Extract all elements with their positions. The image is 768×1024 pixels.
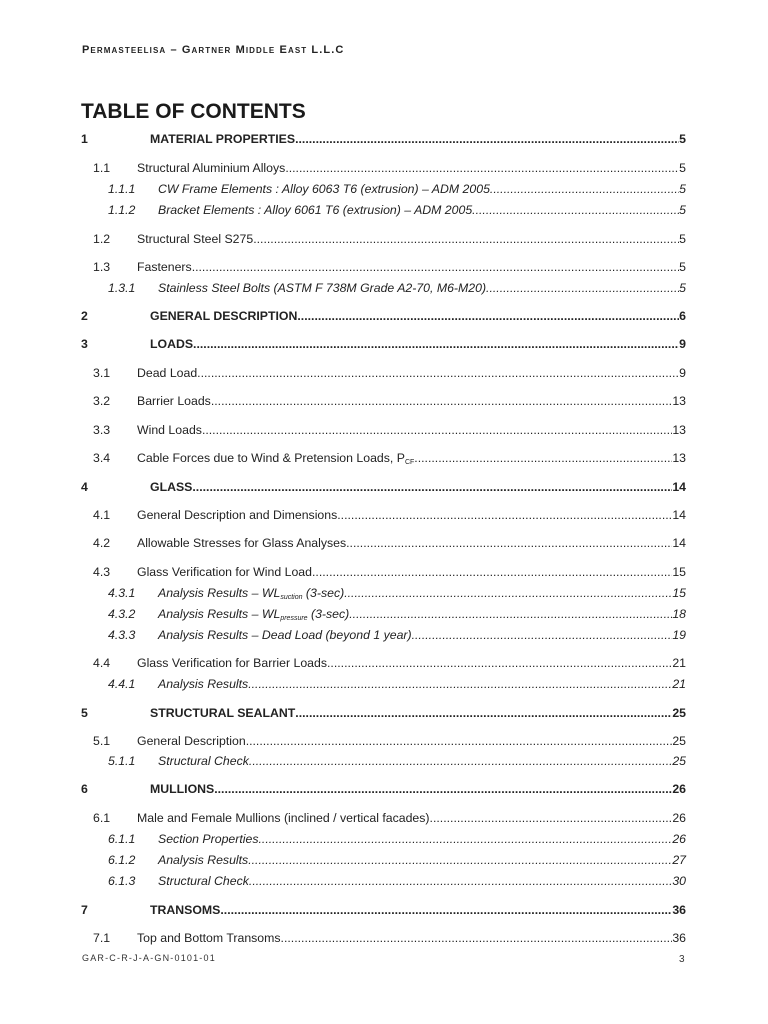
- toc-page-number: 5: [679, 161, 686, 175]
- toc-entry-title: LOADS: [150, 337, 194, 351]
- toc-entry[interactable]: 1.1.1 CW Frame Elements : Alloy 6063 T6 (extrusion) – ADM 2005 ..... 5: [108, 181, 686, 197]
- dot-leader: [249, 873, 672, 889]
- dot-leader: [214, 781, 672, 797]
- toc-page-number: 18: [672, 607, 686, 621]
- dot-leader: [430, 810, 673, 826]
- toc-entry[interactable]: 3.4 Cable Forces due to Wind & Pretension Loads, $P_{CF}$ ..... 13: [93, 450, 686, 466]
- toc-page-number: 25: [672, 706, 686, 720]
- toc-entry[interactable]: 4.4.1 Analysis Results ..... 21: [108, 676, 686, 692]
- dot-leader: [192, 479, 672, 495]
- dot-leader: [295, 131, 679, 147]
- toc-entry[interactable]: 4.3.1 Analysis Results – $WL_{suction}$ (3-sec) ..... 15: [108, 585, 686, 601]
- toc-entry[interactable]: 4.4 Glass Verification for Barrier Loads ..... 21: [93, 655, 686, 671]
- toc-entry-title: Top and Bottom Transoms: [137, 931, 281, 945]
- toc-entry[interactable]: 1.3 Fasteners ..... 5: [93, 259, 686, 275]
- dot-leader: [312, 564, 672, 580]
- dot-leader: [412, 627, 673, 643]
- toc-page-number: 26: [672, 811, 686, 825]
- dot-leader: [197, 365, 679, 381]
- toc-page-number: 14: [672, 536, 686, 550]
- toc-entry[interactable]: 4.1 General Description and Dimensions ..... 14: [93, 507, 686, 523]
- toc-page-number: 15: [672, 586, 686, 600]
- toc-entry-title: Structural Steel S275: [137, 232, 254, 246]
- toc-entry-title: Analysis Results – $WL_{suction}$ (3-sec): [158, 586, 345, 601]
- toc-page-number: 13: [672, 394, 686, 408]
- toc-entry-title: Wind Loads: [137, 423, 202, 437]
- toc-page-number: 21: [672, 677, 686, 691]
- toc-page-number: 27: [672, 853, 686, 867]
- toc-entry-title: General Description: [137, 734, 246, 748]
- toc-page-number: 5: [679, 203, 686, 217]
- toc-entry[interactable]: 6.1 Male and Female Mullions (inclined / vertical facades) ..... 26: [93, 810, 686, 826]
- toc-page-number: 13: [672, 423, 686, 437]
- toc-entry-title: Structural Check: [158, 754, 249, 768]
- toc-entry-title: Fasteners: [137, 260, 192, 274]
- toc-entry-title: Analysis Results: [158, 677, 249, 691]
- toc-entry-title: Analysis Results – Dead Load (beyond 1 year): [158, 628, 412, 642]
- toc-entry[interactable]: 2 GENERAL DESCRIPTION ..... 6: [81, 308, 686, 324]
- toc-entry-title: Stainless Steel Bolts (ASTM F 738M Grade A2-70, M6-M20): [158, 281, 487, 295]
- dot-leader: [202, 422, 672, 438]
- toc-entry[interactable]: 6.1.1 Section Properties ..... 26: [108, 831, 686, 847]
- dot-leader: [248, 676, 672, 692]
- toc-page-number: 5: [679, 232, 686, 246]
- toc-entry[interactable]: 6 MULLIONS ..... 26: [81, 781, 686, 797]
- dot-leader: [344, 585, 672, 601]
- dot-leader: [285, 160, 679, 176]
- toc-entry[interactable]: 4.3 Glass Verification for Wind Load ..... 15: [93, 564, 686, 580]
- toc-entry-title: CW Frame Elements : Alloy 6063 T6 (extrusion) – ADM 2005: [158, 182, 490, 196]
- dot-leader: [211, 393, 672, 409]
- toc-entry-title: Glass Verification for Barrier Loads: [137, 656, 328, 670]
- toc-page-number: 9: [679, 337, 686, 351]
- toc-entry[interactable]: 3.1 Dead Load ..... 9: [93, 365, 686, 381]
- toc-page-number: 30: [672, 874, 686, 888]
- dot-leader: [490, 181, 679, 197]
- dot-leader: [337, 507, 672, 523]
- document-code: GAR-C-R-J-A-GN-0101-01: [82, 953, 216, 963]
- toc-entry-title: MULLIONS: [150, 782, 215, 796]
- toc-page-number: 25: [672, 754, 686, 768]
- toc-entry-title: Male and Female Mullions (inclined / vertical facades): [137, 811, 430, 825]
- toc-entry[interactable]: 1.3.1 Stainless Steel Bolts (ASTM F 738M Grade A2-70, M6-M20) ..... 5: [108, 280, 686, 296]
- toc-page-number: 5: [679, 182, 686, 196]
- dot-leader: [249, 753, 672, 769]
- dot-leader: [414, 450, 672, 466]
- dot-leader: [349, 606, 672, 622]
- toc-entry[interactable]: 1.1 Structural Aluminium Alloys ..... 5: [93, 160, 686, 176]
- toc-entry-title: GENERAL DESCRIPTION: [150, 309, 298, 323]
- toc-page-number: 25: [672, 734, 686, 748]
- dot-leader: [297, 308, 679, 324]
- toc-entry-title: Analysis Results: [158, 853, 249, 867]
- toc-page-number: 5: [679, 260, 686, 274]
- toc-page-number: 6: [679, 309, 686, 323]
- toc-page-number: 9: [679, 366, 686, 380]
- toc-entry-title: Section Properties: [158, 832, 259, 846]
- dot-leader: [253, 231, 679, 247]
- dot-leader: [246, 733, 673, 749]
- toc-entry[interactable]: 4.3.2 Analysis Results – $WL_{pressure}$ (3-sec) ..... 18: [108, 606, 686, 622]
- toc-entry-title: TRANSOMS: [150, 903, 221, 917]
- dot-leader: [486, 280, 679, 296]
- dot-leader: [220, 902, 672, 918]
- toc-entry-title: Dead Load: [137, 366, 198, 380]
- toc-entry-title: GLASS: [150, 480, 193, 494]
- toc-entry-title: MATERIAL PROPERTIES: [150, 132, 296, 146]
- toc-entry[interactable]: 1 MATERIAL PROPERTIES ..... 5: [81, 131, 686, 147]
- toc-entry-title: Structural Check: [158, 874, 249, 888]
- toc-page-number: 36: [672, 903, 686, 917]
- toc-page-number: 13: [672, 451, 686, 465]
- toc-page-number: 14: [672, 508, 686, 522]
- toc-entry[interactable]: 3.3 Wind Loads ..... 13: [93, 422, 686, 438]
- toc-entry[interactable]: 3.2 Barrier Loads ..... 13: [93, 393, 686, 409]
- toc-entry[interactable]: 5 STRUCTURAL SEALANT ..... 25: [81, 705, 686, 721]
- toc-page-number: 36: [672, 931, 686, 945]
- toc-page-number: 15: [672, 565, 686, 579]
- toc-page-number: 26: [672, 782, 686, 796]
- toc-entry[interactable]: 7 TRANSOMS ..... 36: [81, 902, 686, 918]
- toc-entry[interactable]: 6.1.2 Analysis Results ..... 27: [108, 852, 686, 868]
- toc-entry[interactable]: 7.1 Top and Bottom Transoms ..... 36: [93, 930, 686, 946]
- dot-leader: [327, 655, 672, 671]
- toc-entry-title: STRUCTURAL SEALANT: [150, 706, 296, 720]
- toc-page-number: 14: [672, 480, 686, 494]
- toc-entry-title: General Description and Dimensions: [137, 508, 338, 522]
- dot-leader: [193, 336, 679, 352]
- toc-entry[interactable]: 5.1 General Description ..... 25: [93, 733, 686, 749]
- toc-entry[interactable]: 4 GLASS ..... 14: [81, 479, 686, 495]
- toc-page-number: 5: [679, 132, 686, 146]
- toc-entry[interactable]: 3 LOADS ..... 9: [81, 336, 686, 352]
- toc-entry[interactable]: 5.1.1 Structural Check ..... 25: [108, 753, 686, 769]
- toc-entry[interactable]: 6.1.3 Structural Check ..... 30: [108, 873, 686, 889]
- company-header: Permasteelisa – Gartner Middle East L.L.C: [82, 44, 345, 56]
- page-number: 3: [679, 954, 685, 965]
- toc-entry-title: Bracket Elements : Alloy 6061 T6 (extrusion) – ADM 2005: [158, 203, 473, 217]
- toc-entry-title: Analysis Results – $WL_{pressure}$ (3-sec): [158, 607, 350, 622]
- dot-leader: [258, 831, 672, 847]
- dot-leader: [472, 202, 679, 218]
- toc-entry[interactable]: 4.3.3 Analysis Results – Dead Load (beyond 1 year) ..... 19: [108, 627, 686, 643]
- page-title: TABLE OF CONTENTS: [81, 100, 306, 123]
- dot-leader: [192, 259, 679, 275]
- toc-entry[interactable]: 4.2 Allowable Stresses for Glass Analyses ..... 14: [93, 535, 686, 551]
- toc-entry-title: Structural Aluminium Alloys: [137, 161, 286, 175]
- toc-page-number: 19: [672, 628, 686, 642]
- dot-leader: [295, 705, 672, 721]
- toc-page-number: 21: [672, 656, 686, 670]
- toc-entry-title: Allowable Stresses for Glass Analyses: [137, 536, 347, 550]
- toc-page-number: 26: [672, 832, 686, 846]
- toc-entry-title: Barrier Loads: [137, 394, 211, 408]
- toc-entry-title: Cable Forces due to Wind & Pretension Loads, $P_{CF}$: [137, 451, 415, 466]
- dot-leader: [281, 930, 673, 946]
- toc-page-number: 5: [679, 281, 686, 295]
- toc-entry[interactable]: 1.2 Structural Steel S275 ..... 5: [93, 231, 686, 247]
- dot-leader: [248, 852, 672, 868]
- toc-entry[interactable]: 1.1.2 Bracket Elements : Alloy 6061 T6 (extrusion) – ADM 2005 ..... 5: [108, 202, 686, 218]
- toc-entry-title: Glass Verification for Wind Load: [137, 565, 312, 579]
- dot-leader: [346, 535, 672, 551]
